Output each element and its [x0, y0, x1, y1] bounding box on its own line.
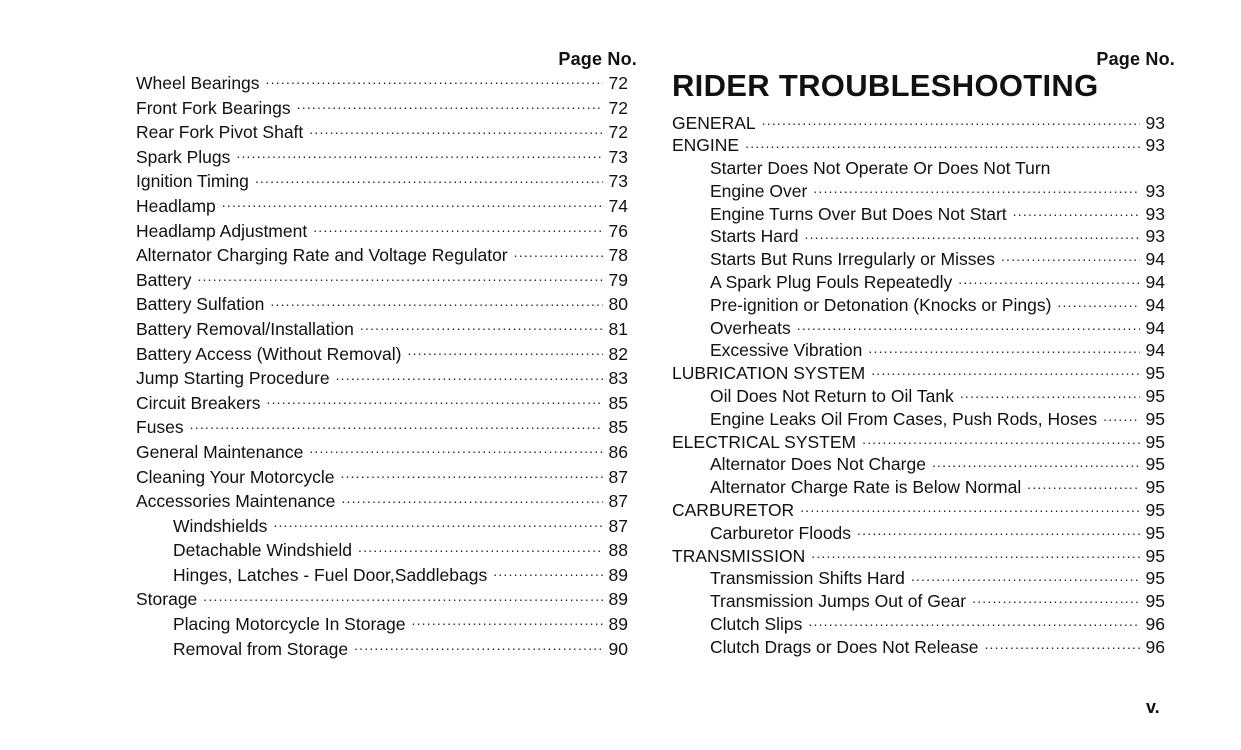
dot-leader [1056, 157, 1159, 175]
dot-leader [309, 121, 602, 139]
toc-entry [136, 637, 628, 662]
toc-entry-title: Engine Turns Over But Does Not Start [710, 203, 1007, 224]
toc-entry-title: Oil Does Not Return to Oil Tank [710, 386, 954, 407]
toc-entry-title: Removal from Storage [173, 638, 349, 659]
toc-entry-page: 94 [1145, 249, 1165, 270]
toc-entry-page: 95 [1145, 386, 1165, 407]
dot-leader [813, 179, 1139, 197]
toc-entry [136, 587, 628, 612]
dot-leader [297, 96, 603, 114]
toc-entry-title: Engine Leaks Oil From Cases, Push Rods, Hoses [710, 408, 1098, 429]
dot-leader [360, 317, 603, 335]
toc-entry [672, 385, 1165, 408]
toc-entry-page: 87 [608, 491, 628, 512]
dot-leader [1001, 248, 1140, 266]
toc-entry-page: 93 [1145, 112, 1165, 133]
toc-entry [672, 453, 1165, 476]
dot-leader [1103, 407, 1139, 425]
toc-entry [672, 134, 1165, 157]
dot-leader [336, 367, 603, 385]
dot-leader [340, 465, 602, 483]
dot-leader [911, 567, 1140, 585]
page-number-footer: v. [1146, 697, 1160, 717]
page-no-header-right: Page No. [1096, 49, 1175, 69]
dot-leader [493, 563, 602, 581]
dot-leader [972, 590, 1139, 608]
toc-entry [136, 415, 628, 440]
toc-entry [136, 465, 628, 490]
toc-list-right [672, 111, 1165, 658]
toc-entry [672, 362, 1165, 385]
dot-leader [800, 499, 1139, 517]
toc-entry-title: Battery Removal/Installation [136, 318, 354, 339]
toc-entry-page: 90 [608, 638, 628, 659]
dot-leader [868, 339, 1139, 357]
dot-leader [236, 145, 602, 163]
toc-entry-title: TRANSMISSION [672, 545, 806, 566]
toc-entry-title: Alternator Charge Rate is Below Normal [710, 477, 1022, 498]
toc-entry-title: Alternator Does Not Charge [710, 454, 926, 475]
toc-entry-title: Battery [136, 269, 192, 290]
toc-entry-page: 95 [1145, 591, 1165, 612]
toc-entry-page: 89 [608, 614, 628, 635]
toc-entry-title: Fuses [136, 417, 184, 438]
dot-leader [960, 385, 1140, 403]
dot-leader [266, 72, 603, 90]
dot-leader [309, 440, 602, 458]
toc-entry-title: Excessive Vibration [710, 340, 863, 361]
dot-leader [203, 588, 602, 606]
toc-entry-title: Starts Hard [710, 226, 799, 247]
toc-entry [136, 145, 628, 170]
toc-entry [136, 243, 628, 268]
toc-entry [136, 96, 628, 121]
toc-entry [136, 489, 628, 514]
toc-entry [672, 225, 1165, 248]
toc-entry [136, 169, 628, 194]
toc-entry [136, 292, 628, 317]
dot-leader [958, 271, 1139, 289]
dot-leader [857, 521, 1139, 539]
toc-entry-page: 86 [608, 441, 628, 462]
toc-entry [136, 514, 628, 539]
toc-entry-title: ENGINE [672, 135, 740, 156]
toc-entry-page: 94 [1145, 272, 1165, 293]
dot-leader [313, 219, 602, 237]
dot-leader [408, 342, 603, 360]
toc-entry-page: 82 [608, 343, 628, 364]
dot-leader [255, 170, 603, 188]
toc-entry [672, 157, 1165, 180]
toc-entry-title: Starts But Runs Irregularly or Misses [710, 249, 995, 270]
dot-leader [197, 268, 602, 286]
toc-entry [672, 567, 1165, 590]
toc-entry [136, 538, 628, 563]
page-no-header-left: Page No. [558, 49, 637, 69]
toc-entry [672, 407, 1165, 430]
dot-leader [273, 514, 602, 532]
toc-entry [136, 120, 628, 145]
toc-entry-title: Jump Starting Procedure [136, 368, 330, 389]
toc-entry-page: 79 [608, 269, 628, 290]
toc-entry-page: 96 [1145, 614, 1165, 635]
toc-entry-page: 80 [608, 294, 628, 315]
toc-entry-page: 85 [608, 417, 628, 438]
toc-entry [672, 521, 1165, 544]
toc-entry-title: ELECTRICAL SYSTEM [672, 431, 857, 452]
toc-entry-title: Cleaning Your Motorcycle [136, 466, 335, 487]
toc-entry-page: 93 [1145, 180, 1165, 201]
toc-entry-title: Rear Fork Pivot Shaft [136, 122, 304, 143]
toc-entry [672, 316, 1165, 339]
dot-leader [811, 544, 1139, 562]
toc-entry [136, 563, 628, 588]
toc-entry [136, 317, 628, 342]
toc-entry-title: Battery Sulfation [136, 294, 265, 315]
toc-entry [672, 613, 1165, 636]
toc-entry-page: 74 [608, 195, 628, 216]
toc-entry [136, 194, 628, 219]
toc-entry [672, 111, 1165, 134]
toc-entry-page: 73 [608, 171, 628, 192]
toc-entry-title: Engine Over [710, 180, 808, 201]
toc-entry-title: Headlamp [136, 195, 216, 216]
toc-entry-title: Hinges, Latches - Fuel Door,Saddlebags [173, 564, 488, 585]
dot-leader [341, 490, 602, 508]
dot-leader [222, 194, 603, 212]
toc-entry-title: Accessories Maintenance [136, 491, 336, 512]
toc-entry [672, 590, 1165, 613]
toc-entry-page: 72 [608, 73, 628, 93]
toc-entry [136, 366, 628, 391]
toc-entry [672, 635, 1165, 658]
toc-entry-title: Storage [136, 589, 198, 610]
dot-leader [266, 391, 602, 409]
toc-entry [672, 430, 1165, 453]
toc-entry [136, 391, 628, 416]
toc-entry-page: 81 [608, 318, 628, 339]
toc-entry-title: Battery Access (Without Removal) [136, 343, 402, 364]
toc-entry [136, 612, 628, 637]
toc-entry [672, 544, 1165, 567]
dot-leader [358, 539, 603, 557]
toc-entry-page: 95 [1145, 431, 1165, 452]
toc-entry-title: Placing Motorcycle In Storage [173, 614, 406, 635]
toc-entry-page: 94 [1145, 317, 1165, 338]
toc-entry-title: A Spark Plug Fouls Repeatedly [710, 272, 953, 293]
dot-leader [984, 635, 1139, 653]
toc-entry-title: Detachable Windshield [173, 540, 352, 561]
toc-entry-page: 95 [1145, 500, 1165, 521]
toc-entry-title: Windshields [173, 515, 268, 536]
toc-entry-title: Spark Plugs [136, 146, 231, 167]
toc-entry-title: Circuit Breakers [136, 392, 261, 413]
toc-entry-title: Transmission Shifts Hard [710, 568, 905, 589]
toc-entry [672, 202, 1165, 225]
toc-entry [672, 293, 1165, 316]
toc-entry-title: LUBRICATION SYSTEM [672, 363, 866, 384]
dot-leader [514, 244, 603, 262]
dot-leader [411, 613, 602, 631]
toc-entry-page: 85 [608, 392, 628, 413]
toc-entry [136, 219, 628, 244]
toc-entry [136, 342, 628, 367]
toc-entry-page: 94 [1145, 294, 1165, 315]
dot-leader [762, 111, 1140, 129]
dot-leader [932, 453, 1140, 471]
dot-leader [354, 637, 602, 655]
toc-entry-page: 89 [608, 564, 628, 585]
toc-entry-page: 87 [608, 515, 628, 536]
toc-entry-page: 83 [608, 368, 628, 389]
toc-entry [672, 476, 1165, 499]
toc-entry-title: Transmission Jumps Out of Gear [710, 591, 967, 612]
toc-entry-title: Clutch Drags or Does Not Release [710, 636, 979, 657]
toc-entry [136, 268, 628, 293]
toc-entry-page: 95 [1145, 545, 1165, 566]
toc-entry-page: 96 [1145, 636, 1165, 657]
toc-entry-page: 72 [608, 97, 628, 118]
toc-entry-page: 95 [1145, 408, 1165, 429]
toc-entry-title: Front Fork Bearings [136, 97, 291, 118]
toc-entry-title: CARBURETOR [672, 500, 795, 521]
toc-entry-page: 95 [1145, 454, 1165, 475]
toc-entry [672, 248, 1165, 271]
dot-leader [871, 362, 1139, 380]
toc-entry-title: General Maintenance [136, 441, 304, 462]
toc-entry-page: 95 [1145, 522, 1165, 543]
toc-entry-page: 93 [1145, 135, 1165, 156]
toc-entry-page: 72 [608, 122, 628, 143]
dot-leader [805, 225, 1140, 243]
toc-entry-page: 78 [608, 245, 628, 266]
dot-leader [808, 613, 1139, 631]
toc-entry-title: Wheel Bearings [136, 73, 260, 93]
dot-leader [1027, 476, 1139, 494]
toc-entry-title: Ignition Timing [136, 171, 249, 192]
section-heading: RIDER TROUBLESHOOTING [672, 68, 1099, 103]
toc-entry [672, 179, 1165, 202]
toc-entry-title: Clutch Slips [710, 614, 803, 635]
dot-leader [797, 316, 1140, 334]
toc-entry-title: Alternator Charging Rate and Voltage Regulator [136, 245, 508, 266]
toc-entry-page: 93 [1145, 203, 1165, 224]
dot-leader [862, 430, 1139, 448]
toc-entry-title: Pre-ignition or Detonation (Knocks or Pings) [710, 294, 1052, 315]
toc-entry [672, 499, 1165, 522]
toc-entry-title: Headlamp Adjustment [136, 220, 308, 241]
toc-entry-page: 89 [608, 589, 628, 610]
toc-entry [672, 339, 1165, 362]
toc-entry-page: 94 [1145, 340, 1165, 361]
toc-list-left [136, 71, 628, 661]
dot-leader [190, 416, 603, 434]
toc-entry-title: Overheats [710, 317, 791, 338]
toc-entry-title: Starter Does Not Operate Or Does Not Turn [710, 158, 1051, 179]
dot-leader [745, 134, 1139, 152]
toc-entry-page: 73 [608, 146, 628, 167]
toc-entry-page: 95 [1145, 363, 1165, 384]
dot-leader [1057, 293, 1139, 311]
toc-entry-page: 76 [608, 220, 628, 241]
toc-entry [136, 440, 628, 465]
dot-leader [1013, 202, 1140, 220]
toc-entry-page: 93 [1145, 226, 1165, 247]
toc-entry [136, 71, 628, 96]
toc-entry-title: Carburetor Floods [710, 522, 852, 543]
toc-entry [672, 271, 1165, 294]
toc-entry-page: 95 [1145, 568, 1165, 589]
toc-entry-page: 87 [608, 466, 628, 487]
toc-entry-page: 95 [1145, 477, 1165, 498]
dot-leader [270, 293, 602, 311]
toc-entry-title: GENERAL [672, 112, 756, 133]
toc-entry-page: 88 [608, 540, 628, 561]
